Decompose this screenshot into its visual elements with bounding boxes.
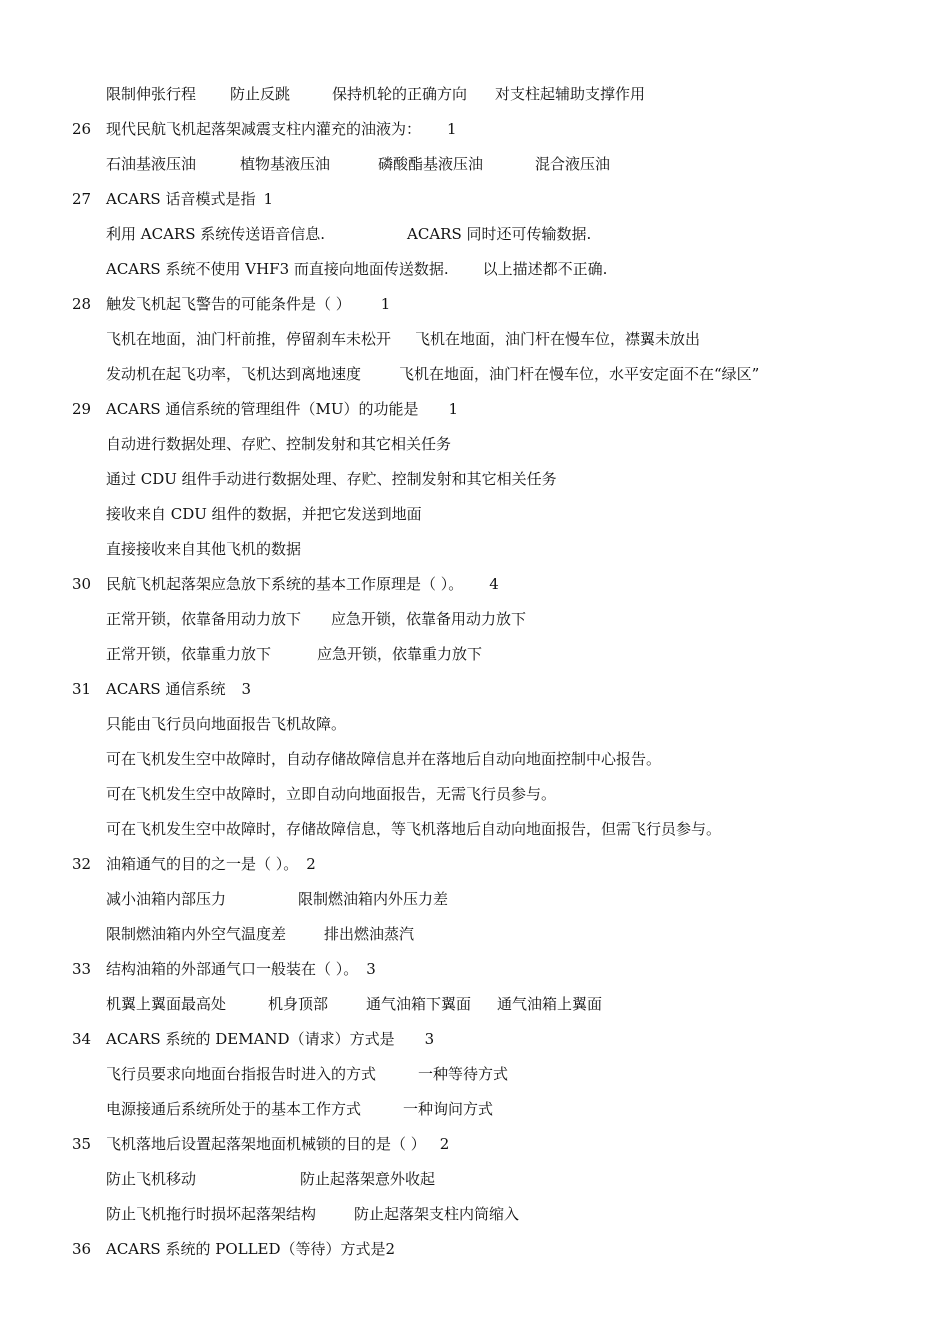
option-text: 正常开锁，依靠重力放下 bbox=[106, 645, 272, 663]
question-text: ACARS 话音模式是指 bbox=[106, 190, 256, 208]
question-number: 32 bbox=[72, 855, 92, 873]
option-text: ACARS 系统不使用 VHF3 而直接向地面传送数据. bbox=[106, 260, 449, 278]
option-text: 防止飞机移动 bbox=[106, 1170, 197, 1188]
option-line bbox=[106, 782, 556, 806]
option-text: 防止反跳 bbox=[230, 85, 291, 103]
option-text: 通气油箱上翼面 bbox=[497, 995, 603, 1013]
question-text: 结构油箱的外部通气口一般装在（ ）。 bbox=[106, 960, 359, 978]
option-text: 混合液压油 bbox=[535, 155, 611, 173]
answer-key: 2 bbox=[439, 1135, 450, 1153]
answer-key: 2 bbox=[385, 1240, 396, 1258]
option-text: 防止起落架意外收起 bbox=[300, 1170, 436, 1188]
question-number: 36 bbox=[72, 1240, 92, 1258]
option-text: 限制燃油箱内外空气温度差 bbox=[106, 925, 287, 943]
option-text: 机翼上翼面最高处 bbox=[106, 995, 227, 1013]
question-line bbox=[106, 1132, 449, 1156]
option-line bbox=[106, 642, 482, 666]
option-text: 可在飞机发生空中故障时，立即自动向地面报告，无需飞行员参与。 bbox=[106, 785, 557, 803]
option-text: 电源接通后系统所处于的基本工作方式 bbox=[106, 1100, 362, 1118]
option-text: 应急开锁，依靠备用动力放下 bbox=[331, 610, 527, 628]
option-text: 应急开锁，依靠重力放下 bbox=[317, 645, 483, 663]
option-text: 可在飞机发生空中故障时，存储故障信息，等飞机落地后自动向地面报告，但需飞行员参与。 bbox=[106, 820, 722, 838]
option-text: 通气油箱下翼面 bbox=[366, 995, 472, 1013]
question-text: ACARS 系统的 POLLED（等待）方式是 bbox=[106, 1240, 386, 1258]
answer-key: 3 bbox=[366, 960, 376, 978]
option-text: 减小油箱内部压力 bbox=[106, 890, 227, 908]
option-line bbox=[106, 1062, 508, 1086]
option-text: 对支柱起辅助支撑作用 bbox=[495, 85, 646, 103]
question-line bbox=[106, 187, 273, 211]
option-line bbox=[106, 712, 346, 736]
option-line bbox=[106, 327, 700, 351]
question-text: 民航飞机起落架应急放下系统的基本工作原理是（ ）。 bbox=[106, 575, 464, 593]
option-text: 飞机在地面，油门杆在慢车位，襟翼未放出 bbox=[415, 330, 701, 348]
option-text: 直接接收来自其他飞机的数据 bbox=[106, 540, 302, 558]
question-text: ACARS 通信系统的管理组件（MU）的功能是 bbox=[106, 400, 419, 418]
answer-key: 3 bbox=[241, 680, 252, 698]
option-text: 只能由飞行员向地面报告飞机故障。 bbox=[106, 715, 347, 733]
option-line bbox=[106, 887, 448, 911]
option-text: 排出燃油蒸汽 bbox=[324, 925, 415, 943]
option-text: 可在飞机发生空中故障时，自动存储故障信息并在落地后自动向地面控制中心报告。 bbox=[106, 750, 662, 768]
question-line bbox=[106, 957, 376, 981]
option-text: 磷酸酯基液压油 bbox=[378, 155, 484, 173]
option-line bbox=[106, 922, 414, 946]
question-text: 现代民航飞机起落架减震支柱内灌充的油液为： bbox=[106, 120, 422, 138]
option-text: 一种等待方式 bbox=[418, 1065, 509, 1083]
question-text: ACARS 系统的 DEMAND（请求）方式是 bbox=[106, 1030, 395, 1048]
question-number: 31 bbox=[72, 680, 92, 698]
option-line bbox=[106, 432, 451, 456]
option-text: 一种询问方式 bbox=[403, 1100, 494, 1118]
question-line bbox=[106, 117, 457, 141]
option-text: ACARS 同时还可传输数据. bbox=[407, 225, 592, 243]
answer-key: 1 bbox=[263, 190, 274, 208]
question-number: 30 bbox=[72, 575, 92, 593]
question-number: 29 bbox=[72, 400, 92, 418]
option-line bbox=[106, 992, 602, 1016]
answer-key: 3 bbox=[424, 1030, 435, 1048]
option-text: 保持机轮的正确方向 bbox=[332, 85, 468, 103]
answer-key: 1 bbox=[447, 120, 457, 138]
option-text: 石油基液压油 bbox=[106, 155, 197, 173]
question-text: ACARS 通信系统 bbox=[106, 680, 226, 698]
option-line bbox=[106, 817, 721, 841]
option-line bbox=[106, 222, 591, 246]
question-number: 33 bbox=[72, 960, 92, 978]
question-text: 油箱通气的目的之一是（ ）。 bbox=[106, 855, 299, 873]
option-line bbox=[106, 1167, 435, 1191]
question-line bbox=[106, 677, 251, 701]
option-text: 接收来自 CDU 组件的数据，并把它发送到地面 bbox=[106, 505, 422, 523]
option-line bbox=[106, 502, 422, 526]
option-text: 自动进行数据处理、存贮、控制发射和其它相关任务 bbox=[106, 435, 452, 453]
question-number: 26 bbox=[72, 120, 92, 138]
answer-key: 1 bbox=[448, 400, 459, 418]
question-number: 27 bbox=[72, 190, 92, 208]
option-line bbox=[106, 607, 526, 631]
answer-key: 2 bbox=[306, 855, 316, 873]
option-text: 植物基液压油 bbox=[240, 155, 331, 173]
question-line bbox=[106, 852, 316, 876]
question-line bbox=[106, 1027, 434, 1051]
option-text: 机身顶部 bbox=[268, 995, 329, 1013]
answer-key: 1 bbox=[380, 295, 391, 313]
question-text: 触发飞机起飞警告的可能条件是（ ） bbox=[106, 295, 351, 313]
question-line bbox=[106, 572, 499, 596]
option-text: 飞行员要求向地面台指报告时进入的方式 bbox=[106, 1065, 377, 1083]
question-number: 34 bbox=[72, 1030, 92, 1048]
option-text: 限制燃油箱内外压力差 bbox=[298, 890, 449, 908]
option-text: 限制伸张行程 bbox=[106, 85, 197, 103]
option-text: 利用 ACARS 系统传送语音信息. bbox=[106, 225, 326, 243]
option-line bbox=[106, 1097, 493, 1121]
option-text: 飞机在地面，油门杆在慢车位，水平安定面不在“绿区” bbox=[399, 365, 760, 383]
option-line bbox=[106, 1202, 519, 1226]
option-line bbox=[106, 537, 301, 561]
question-line bbox=[106, 397, 458, 421]
option-text: 通过 CDU 组件手动进行数据处理、存贮、控制发射和其它相关任务 bbox=[106, 470, 557, 488]
option-text: 飞机在地面，油门杆前推，停留刹车未松开 bbox=[106, 330, 392, 348]
option-line bbox=[106, 467, 557, 491]
question-number: 35 bbox=[72, 1135, 92, 1153]
option-text: 以上描述都不正确. bbox=[482, 260, 608, 278]
option-line bbox=[106, 747, 661, 771]
question-line bbox=[106, 292, 390, 316]
option-line bbox=[106, 152, 610, 176]
option-text: 防止飞机拖行时损坏起落架结构 bbox=[106, 1205, 317, 1223]
question-line bbox=[106, 1237, 395, 1261]
option-line bbox=[106, 257, 607, 281]
option-line bbox=[106, 82, 645, 106]
question-text: 飞机落地后设置起落架地面机械锁的目的是（ ） bbox=[106, 1135, 426, 1153]
option-line bbox=[106, 362, 759, 386]
question-number: 28 bbox=[72, 295, 92, 313]
option-text: 防止起落架支柱内筒缩入 bbox=[354, 1205, 520, 1223]
option-text: 发动机在起飞功率，飞机达到离地速度 bbox=[106, 365, 362, 383]
answer-key: 4 bbox=[489, 575, 499, 593]
option-text: 正常开锁，依靠备用动力放下 bbox=[106, 610, 302, 628]
